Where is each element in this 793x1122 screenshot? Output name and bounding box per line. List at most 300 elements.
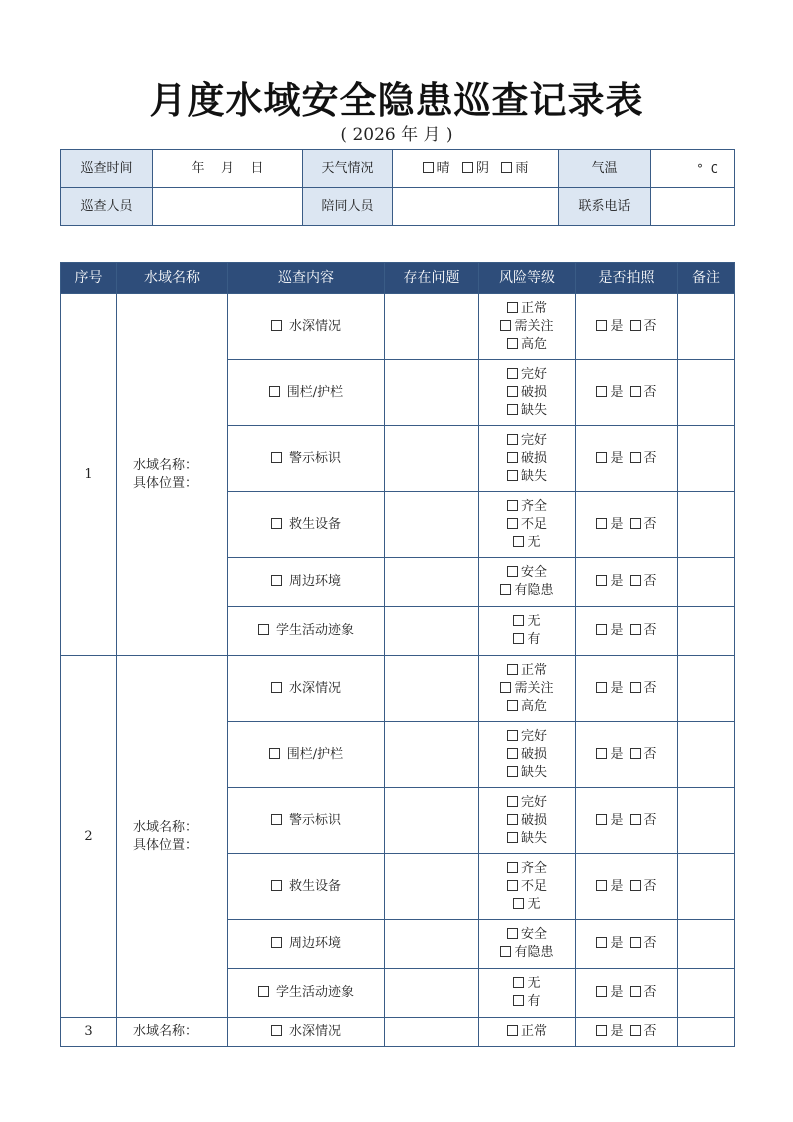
photo-no-option[interactable] (630, 1024, 657, 1039)
risk-option[interactable] (479, 534, 575, 552)
photo-no-option-label: 否 (643, 812, 657, 828)
header-content: 巡查内容 (228, 263, 385, 294)
risk-option-label: 无 (527, 976, 541, 991)
checkbox-icon (507, 880, 518, 891)
risk-option[interactable] (479, 613, 575, 631)
content-label: 水深情况 (288, 1024, 341, 1039)
checkbox-icon (507, 796, 518, 807)
checkbox-icon (501, 162, 512, 173)
risk-option-label: 需关注 (514, 318, 554, 334)
photo-no-option-label: 否 (643, 384, 657, 400)
photo-cell (576, 360, 678, 426)
table-row (61, 1018, 735, 1047)
checkbox-icon (513, 633, 524, 644)
photo-no-option[interactable] (630, 813, 657, 828)
risk-option-label: 完好 (520, 366, 547, 382)
content-label: 警示标识 (288, 812, 341, 828)
checkbox-icon (596, 518, 607, 529)
risk-option-label: 齐全 (520, 498, 547, 514)
photo-yes-option-label: 是 (610, 574, 624, 589)
risk-option-label: 安全 (520, 927, 547, 942)
checkbox-icon (513, 898, 524, 909)
risk-option[interactable] (479, 993, 575, 1011)
risk-cell (479, 1018, 576, 1047)
risk-option-label: 缺失 (520, 830, 547, 846)
risk-option[interactable] (479, 1023, 575, 1041)
remark-cell[interactable] (678, 1018, 735, 1047)
content-label: 学生活动迹象 (275, 623, 354, 638)
risk-option-label: 破损 (520, 384, 547, 400)
content-cell[interactable] (228, 920, 385, 969)
problem-cell[interactable] (385, 607, 479, 656)
checkbox-icon (507, 368, 518, 379)
photo-yes-option[interactable] (596, 681, 623, 696)
checkbox-icon (596, 748, 607, 759)
header-photo: 是否拍照 (576, 263, 678, 294)
risk-option-label: 缺失 (520, 402, 547, 418)
water-name-label: 水域名称： (133, 1024, 199, 1039)
risk-cell (479, 854, 576, 920)
photo-no-option[interactable] (630, 319, 657, 334)
photo-cell (576, 426, 678, 492)
photo-no-option-label: 否 (643, 450, 657, 466)
checkbox-icon (630, 575, 641, 586)
remark-cell[interactable] (678, 558, 735, 607)
weather-option-rainy[interactable]: 雨 (501, 161, 528, 176)
content-cell[interactable] (228, 294, 385, 360)
photo-yes-option-label: 是 (610, 985, 624, 1000)
remark-cell[interactable] (678, 788, 735, 854)
risk-option[interactable] (479, 564, 575, 582)
companion-label: 陪同人员 (303, 188, 393, 226)
checkbox-icon (507, 664, 518, 675)
checkbox-icon (630, 624, 641, 635)
risk-option[interactable] (479, 926, 575, 944)
info-table (60, 149, 735, 226)
risk-option[interactable] (479, 944, 575, 962)
risk-cell (479, 558, 576, 607)
content-cell[interactable] (228, 558, 385, 607)
risk-option[interactable] (479, 631, 575, 649)
photo-no-option[interactable] (630, 385, 657, 400)
risk-option[interactable] (479, 878, 575, 896)
photo-yes-option-label: 是 (610, 623, 624, 638)
weather-option-cloudy[interactable]: 阴 (462, 161, 489, 176)
checkbox-icon (630, 320, 641, 331)
checkbox-icon (630, 518, 641, 529)
checkbox-icon (507, 814, 518, 825)
photo-cell (576, 920, 678, 969)
water-location-cell[interactable] (117, 656, 228, 1018)
risk-option[interactable] (479, 516, 575, 534)
checkbox-icon (630, 748, 641, 759)
risk-option[interactable] (479, 384, 575, 402)
checkbox-icon (630, 682, 641, 693)
remark-cell[interactable] (678, 492, 735, 558)
risk-option-label: 齐全 (520, 860, 547, 876)
checkbox-icon (513, 977, 524, 988)
content-cell[interactable] (228, 854, 385, 920)
content-cell[interactable] (228, 656, 385, 722)
risk-option-label: 完好 (520, 432, 547, 448)
header-seq: 序号 (61, 263, 117, 294)
risk-cell (479, 294, 576, 360)
checkbox-icon (271, 320, 282, 331)
weather-label: 天气情况 (303, 150, 393, 188)
photo-yes-option[interactable] (596, 385, 623, 400)
remark-cell[interactable] (678, 854, 735, 920)
content-label: 救生设备 (288, 516, 341, 532)
content-cell[interactable] (228, 607, 385, 656)
checkbox-icon (596, 880, 607, 891)
risk-cell (479, 360, 576, 426)
problem-cell[interactable] (385, 360, 479, 426)
photo-cell (576, 722, 678, 788)
content-cell[interactable] (228, 426, 385, 492)
photo-no-option-label: 否 (643, 985, 657, 1000)
risk-cell (479, 607, 576, 656)
risk-cell (479, 920, 576, 969)
photo-no-option[interactable] (630, 451, 657, 466)
table-row (61, 656, 735, 722)
remark-cell[interactable] (678, 920, 735, 969)
content-label: 救生设备 (288, 878, 341, 894)
checkbox-icon (258, 624, 269, 635)
photo-yes-option[interactable] (596, 985, 623, 1000)
risk-option-label: 正常 (520, 662, 547, 678)
content-label: 周边环境 (288, 936, 341, 951)
checkbox-icon (596, 937, 607, 948)
risk-option[interactable] (479, 728, 575, 746)
remark-cell[interactable] (678, 360, 735, 426)
photo-yes-option[interactable] (596, 517, 623, 532)
weather-options (393, 150, 559, 188)
content-label: 围栏/护栏 (286, 746, 344, 762)
risk-cell (479, 969, 576, 1018)
content-cell[interactable] (228, 722, 385, 788)
checkbox-icon (500, 320, 511, 331)
checkbox-icon (507, 404, 518, 415)
risk-option[interactable] (479, 336, 575, 354)
location-label: 具体位置： (133, 837, 199, 853)
checkbox-icon (507, 452, 518, 463)
risk-option[interactable] (479, 860, 575, 878)
risk-option[interactable] (479, 366, 575, 384)
photo-no-option-label: 否 (643, 680, 657, 696)
content-label: 学生活动迹象 (275, 985, 354, 1000)
checkbox-icon (271, 575, 282, 586)
photo-no-option[interactable] (630, 517, 657, 532)
checkbox-icon (630, 814, 641, 825)
risk-option-label: 完好 (520, 794, 547, 810)
risk-option-label: 需关注 (514, 680, 554, 696)
risk-option[interactable] (479, 680, 575, 698)
risk-option-label: 高危 (520, 698, 547, 714)
water-name-label: 水域名称： (133, 819, 199, 835)
risk-option-label: 缺失 (520, 468, 547, 484)
photo-cell (576, 294, 678, 360)
photo-no-option[interactable] (630, 879, 657, 894)
risk-cell (479, 788, 576, 854)
companion-field[interactable] (393, 188, 559, 226)
risk-option[interactable] (479, 764, 575, 782)
photo-no-option[interactable] (630, 936, 657, 951)
photo-no-option-label: 否 (643, 1024, 657, 1039)
checkbox-icon (500, 682, 511, 693)
photo-cell (576, 969, 678, 1018)
content-cell[interactable] (228, 492, 385, 558)
photo-yes-option-label: 是 (610, 318, 624, 334)
risk-option-label: 不足 (520, 516, 547, 532)
photo-no-option-label: 否 (643, 623, 657, 638)
checkbox-icon (507, 928, 518, 939)
remark-cell[interactable] (678, 426, 735, 492)
table-header-row (61, 263, 735, 294)
risk-option-label: 高危 (520, 336, 547, 352)
problem-cell[interactable] (385, 969, 479, 1018)
checkbox-icon (507, 766, 518, 777)
risk-option[interactable] (479, 582, 575, 600)
checkbox-icon (513, 615, 524, 626)
checkbox-icon (596, 986, 607, 997)
checkbox-icon (269, 386, 280, 397)
risk-option-label: 无 (527, 534, 541, 550)
risk-option-label: 有 (527, 632, 541, 647)
risk-option-label: 不足 (520, 878, 547, 894)
risk-option[interactable] (479, 896, 575, 914)
temp-unit: ° C (696, 161, 718, 176)
risk-option[interactable] (479, 794, 575, 812)
checkbox-icon (630, 1025, 641, 1036)
checkbox-icon (507, 730, 518, 741)
photo-cell (576, 854, 678, 920)
risk-option[interactable] (479, 450, 575, 468)
checkbox-icon (271, 880, 282, 891)
weather-option-sunny[interactable]: 晴 (423, 161, 450, 176)
checkbox-icon (513, 536, 524, 547)
photo-yes-option-label: 是 (610, 878, 624, 894)
problem-cell[interactable] (385, 656, 479, 722)
photo-cell (576, 656, 678, 722)
checkbox-icon (507, 518, 518, 529)
phone-field[interactable] (651, 188, 735, 226)
photo-yes-option-label: 是 (610, 680, 624, 696)
problem-cell[interactable] (385, 854, 479, 920)
risk-option-label: 有隐患 (514, 583, 554, 598)
photo-cell (576, 788, 678, 854)
risk-cell (479, 656, 576, 722)
risk-option[interactable] (479, 812, 575, 830)
checkbox-icon (271, 1025, 282, 1036)
water-location-cell[interactable] (117, 294, 228, 656)
checkbox-icon (513, 995, 524, 1006)
water-location-cell[interactable] (117, 1018, 228, 1047)
risk-option[interactable] (479, 662, 575, 680)
temp-label: 气温 (559, 150, 651, 188)
checkbox-icon (507, 470, 518, 481)
photo-no-option[interactable] (630, 574, 657, 589)
risk-cell (479, 492, 576, 558)
inspection-table (60, 262, 735, 1047)
photo-no-option-label: 否 (643, 318, 657, 334)
risk-option-label: 完好 (520, 728, 547, 744)
problem-cell[interactable] (385, 426, 479, 492)
temp-field[interactable] (651, 150, 735, 188)
risk-option-label: 无 (527, 614, 541, 629)
photo-yes-option[interactable] (596, 936, 623, 951)
page-subtitle: ( 2026 年 月 ) (340, 125, 453, 145)
remark-cell[interactable] (678, 656, 735, 722)
checkbox-icon (630, 880, 641, 891)
problem-cell[interactable] (385, 788, 479, 854)
problem-cell[interactable] (385, 492, 479, 558)
checkbox-icon (596, 575, 607, 586)
photo-no-option[interactable] (630, 681, 657, 696)
content-cell[interactable] (228, 1018, 385, 1047)
problem-cell[interactable] (385, 294, 479, 360)
content-label: 围栏/护栏 (286, 384, 344, 400)
photo-no-option[interactable] (630, 623, 657, 638)
problem-cell[interactable] (385, 920, 479, 969)
content-cell[interactable] (228, 788, 385, 854)
risk-option-label: 有 (527, 994, 541, 1009)
risk-option[interactable] (479, 746, 575, 764)
risk-option-label: 无 (527, 896, 541, 912)
risk-option-label: 破损 (520, 746, 547, 762)
checkbox-icon (423, 162, 434, 173)
checkbox-icon (271, 937, 282, 948)
photo-cell (576, 1018, 678, 1047)
photo-cell (576, 492, 678, 558)
content-label: 水深情况 (288, 318, 341, 334)
seq-cell: 2 (61, 656, 117, 1018)
risk-option[interactable] (479, 300, 575, 318)
seq-cell: 1 (61, 294, 117, 656)
risk-option[interactable] (479, 975, 575, 993)
header-water-name: 水域名称 (117, 263, 228, 294)
header-risk: 风险等级 (479, 263, 576, 294)
checkbox-icon (507, 862, 518, 873)
risk-option[interactable] (479, 830, 575, 848)
problem-cell[interactable] (385, 558, 479, 607)
risk-option[interactable] (479, 432, 575, 450)
remark-cell[interactable] (678, 294, 735, 360)
risk-option-label: 缺失 (520, 764, 547, 780)
remark-cell[interactable] (678, 722, 735, 788)
photo-no-option-label: 否 (643, 878, 657, 894)
risk-option[interactable] (479, 498, 575, 516)
location-label: 具体位置： (133, 475, 199, 491)
problem-cell[interactable] (385, 722, 479, 788)
photo-no-option-label: 否 (643, 574, 657, 589)
risk-cell (479, 722, 576, 788)
header-problem: 存在问题 (385, 263, 479, 294)
content-label: 水深情况 (288, 680, 341, 696)
checkbox-icon (507, 500, 518, 511)
risk-option-label: 正常 (520, 300, 547, 316)
photo-no-option-label: 否 (643, 516, 657, 532)
checkbox-icon (507, 1025, 518, 1036)
photo-no-option-label: 否 (643, 746, 657, 762)
checkbox-icon (462, 162, 473, 173)
checkbox-icon (596, 386, 607, 397)
checkbox-icon (507, 302, 518, 313)
checkbox-icon (507, 338, 518, 349)
risk-cell (479, 426, 576, 492)
page-title: 月度水域安全隐患巡查记录表 (149, 79, 644, 122)
header-remark: 备注 (678, 263, 735, 294)
inspector-field[interactable] (153, 188, 303, 226)
checkbox-icon (271, 682, 282, 693)
photo-yes-option[interactable] (596, 813, 623, 828)
checkbox-icon (596, 814, 607, 825)
photo-yes-option[interactable] (596, 574, 623, 589)
checkbox-icon (500, 946, 511, 957)
checkbox-icon (596, 452, 607, 463)
problem-cell[interactable] (385, 1018, 479, 1047)
risk-option[interactable] (479, 698, 575, 716)
checkbox-icon (596, 682, 607, 693)
remark-cell[interactable] (678, 607, 735, 656)
photo-no-option[interactable] (630, 747, 657, 762)
content-cell[interactable] (228, 969, 385, 1018)
checkbox-icon (596, 624, 607, 635)
risk-option[interactable] (479, 318, 575, 336)
checkbox-icon (507, 700, 518, 711)
risk-option[interactable] (479, 468, 575, 486)
checkbox-icon (596, 1025, 607, 1036)
risk-option-label: 安全 (520, 565, 547, 580)
photo-yes-option[interactable] (596, 451, 623, 466)
water-name-label: 水域名称： (133, 457, 199, 473)
photo-yes-option[interactable] (596, 623, 623, 638)
photo-yes-option[interactable] (596, 319, 623, 334)
risk-option[interactable] (479, 402, 575, 420)
checkbox-icon (596, 320, 607, 331)
photo-yes-option-label: 是 (610, 812, 624, 828)
checkbox-icon (630, 937, 641, 948)
photo-yes-option[interactable] (596, 747, 623, 762)
checkbox-icon (269, 748, 280, 759)
checkbox-icon (507, 748, 518, 759)
photo-cell (576, 607, 678, 656)
photo-yes-option-label: 是 (610, 1024, 624, 1039)
checkbox-icon (630, 386, 641, 397)
table-row (61, 294, 735, 360)
checkbox-icon (271, 814, 282, 825)
photo-yes-option-label: 是 (610, 936, 624, 951)
content-cell[interactable] (228, 360, 385, 426)
risk-option-label: 正常 (520, 1024, 547, 1039)
checkbox-icon (630, 986, 641, 997)
remark-cell[interactable] (678, 969, 735, 1018)
photo-no-option[interactable] (630, 985, 657, 1000)
risk-option-label: 破损 (520, 812, 547, 828)
checkbox-icon (507, 832, 518, 843)
checkbox-icon (258, 986, 269, 997)
photo-yes-option-label: 是 (610, 516, 624, 532)
checkbox-icon (271, 452, 282, 463)
photo-cell (576, 558, 678, 607)
photo-no-option-label: 否 (643, 936, 657, 951)
checkbox-icon (507, 566, 518, 577)
photo-yes-option[interactable] (596, 879, 623, 894)
checkbox-icon (630, 452, 641, 463)
time-field[interactable]: 年 月 日 (153, 150, 303, 188)
photo-yes-option[interactable] (596, 1024, 623, 1039)
time-label: 巡查时间 (61, 150, 153, 188)
photo-yes-option-label: 是 (610, 384, 624, 400)
